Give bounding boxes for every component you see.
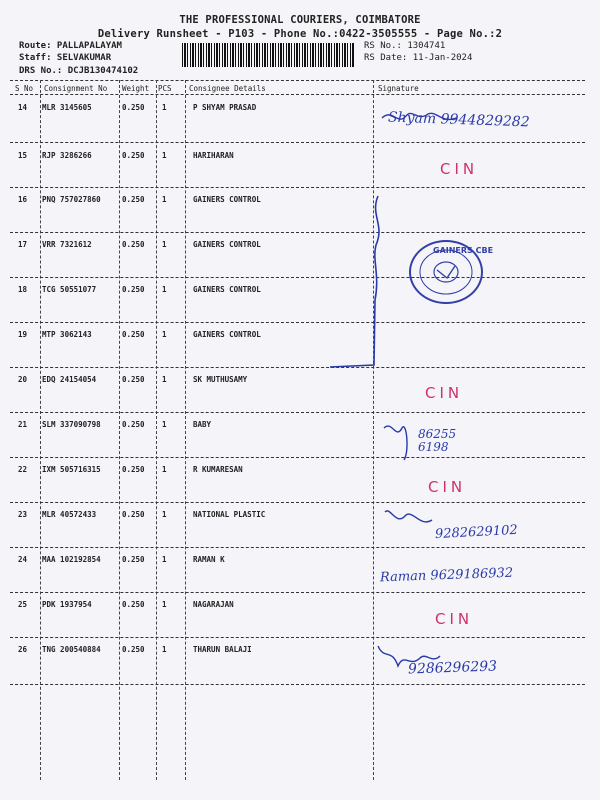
col-pcs: PCS bbox=[158, 84, 172, 93]
row-pcs: 1 bbox=[162, 103, 167, 112]
staff-label: Staff: SELVAKUMAR bbox=[19, 53, 112, 63]
row-weight: 0.250 bbox=[122, 103, 145, 112]
signature-handwriting: Shyam 9944829282 bbox=[387, 109, 530, 131]
row-consignment: TCG 50551077 bbox=[42, 285, 97, 294]
col-weight: Weight bbox=[122, 84, 150, 93]
row-sno: 15 bbox=[18, 151, 28, 160]
row-consignment: VRR 7321612 bbox=[42, 240, 92, 249]
row-weight: 0.250 bbox=[122, 555, 145, 564]
row-consignee: P SHYAM PRASAD bbox=[193, 103, 257, 112]
row-consignee: GAINERS CONTROL bbox=[193, 240, 261, 249]
row-weight: 0.250 bbox=[122, 240, 145, 249]
row-weight: 0.250 bbox=[122, 645, 145, 654]
stamp-text: GAINERS CBE bbox=[433, 246, 494, 255]
row-sno: 17 bbox=[18, 240, 28, 249]
row-weight: 0.250 bbox=[122, 195, 145, 204]
row-sno: 14 bbox=[18, 103, 28, 112]
row-consignment: MAA 102192854 bbox=[42, 555, 101, 564]
row-sno: 18 bbox=[18, 285, 28, 294]
col-signature: Signature bbox=[378, 84, 419, 93]
row-consignment: MLR 3145605 bbox=[42, 103, 92, 112]
row-consignment: PNQ 757027860 bbox=[42, 195, 101, 204]
row-consignee: HARIHARAN bbox=[193, 151, 234, 160]
phone-handwriting: 9282629102 bbox=[434, 522, 519, 543]
cin-mark: CIN bbox=[428, 478, 467, 496]
company-title: THE PROFESSIONAL COURIERS, COIMBATORE bbox=[179, 14, 421, 26]
runsheet-title: Delivery Runsheet - P103 - Phone No.:0422-3505555 - Page No.:2 bbox=[97, 28, 503, 40]
row-consignee: BABY bbox=[193, 420, 212, 429]
row-consignee: SK MUTHUSAMY bbox=[193, 375, 248, 384]
row-consignee: GAINERS CONTROL bbox=[193, 330, 261, 339]
row-consignment: PDK 1937954 bbox=[42, 600, 92, 609]
drs-label: DRS No.: DCJB130474102 bbox=[19, 66, 139, 76]
row-weight: 0.250 bbox=[122, 510, 145, 519]
row-pcs: 1 bbox=[162, 510, 167, 519]
row-weight: 0.250 bbox=[122, 151, 145, 160]
row-consignee: RAMAN K bbox=[193, 555, 225, 564]
row-pcs: 1 bbox=[162, 330, 167, 339]
row-consignee: NATIONAL PLASTIC bbox=[193, 510, 266, 519]
row-consignee: GAINERS CONTROL bbox=[193, 195, 261, 204]
row-sno: 25 bbox=[18, 600, 28, 609]
row-consignment: IXM 505716315 bbox=[42, 465, 101, 474]
row-consignment: SLM 337090798 bbox=[42, 420, 101, 429]
row-pcs: 1 bbox=[162, 151, 167, 160]
row-sno: 21 bbox=[18, 420, 28, 429]
row-consignee: THARUN BALAJI bbox=[193, 645, 252, 654]
row-sno: 24 bbox=[18, 555, 28, 564]
cin-mark: CIN bbox=[425, 384, 464, 402]
row-consignee: NAGARAJAN bbox=[193, 600, 234, 609]
company-stamp bbox=[409, 240, 494, 304]
row-weight: 0.250 bbox=[122, 420, 145, 429]
row-consignee: GAINERS CONTROL bbox=[193, 285, 261, 294]
row-sno: 19 bbox=[18, 330, 28, 339]
row-pcs: 1 bbox=[162, 285, 167, 294]
col-sno: S No bbox=[15, 84, 34, 93]
row-pcs: 1 bbox=[162, 375, 167, 384]
col-consignment: Consignment No bbox=[44, 84, 108, 93]
row-weight: 0.250 bbox=[122, 330, 145, 339]
col-consignee: Consignee Details bbox=[189, 84, 266, 93]
row-pcs: 1 bbox=[162, 555, 167, 564]
row-consignment: MLR 40572433 bbox=[42, 510, 97, 519]
rs-number: RS No.: 1304741 bbox=[364, 41, 446, 51]
route-label: Route: PALLAPALAYAM bbox=[19, 41, 122, 51]
row-consignment: RJP 3286266 bbox=[42, 151, 92, 160]
row-consignee: R KUMARESAN bbox=[193, 465, 243, 474]
row-sno: 20 bbox=[18, 375, 28, 384]
row-pcs: 1 bbox=[162, 240, 167, 249]
row-pcs: 1 bbox=[162, 465, 167, 474]
row-sno: 22 bbox=[18, 465, 28, 474]
cin-mark: CIN bbox=[435, 610, 474, 628]
row-weight: 0.250 bbox=[122, 375, 145, 384]
row-weight: 0.250 bbox=[122, 600, 145, 609]
phone-handwriting: 86255 6198 bbox=[418, 427, 457, 454]
phone-handwriting: 9286296293 bbox=[407, 658, 498, 678]
row-consignment: TNG 200540884 bbox=[42, 645, 101, 654]
signature-handwriting: Raman 9629186932 bbox=[379, 565, 514, 586]
row-pcs: 1 bbox=[162, 195, 167, 204]
row-sno: 26 bbox=[18, 645, 28, 654]
row-pcs: 1 bbox=[162, 645, 167, 654]
cin-mark: CIN bbox=[440, 160, 479, 178]
row-weight: 0.250 bbox=[122, 285, 145, 294]
rs-date: RS Date: 11-Jan-2024 bbox=[364, 53, 473, 63]
row-pcs: 1 bbox=[162, 600, 167, 609]
row-sno: 16 bbox=[18, 195, 28, 204]
row-pcs: 1 bbox=[162, 420, 167, 429]
row-consignment: EDQ 24154054 bbox=[42, 375, 97, 384]
row-consignment: MTP 3062143 bbox=[42, 330, 92, 339]
row-weight: 0.250 bbox=[122, 465, 145, 474]
row-sno: 23 bbox=[18, 510, 28, 519]
